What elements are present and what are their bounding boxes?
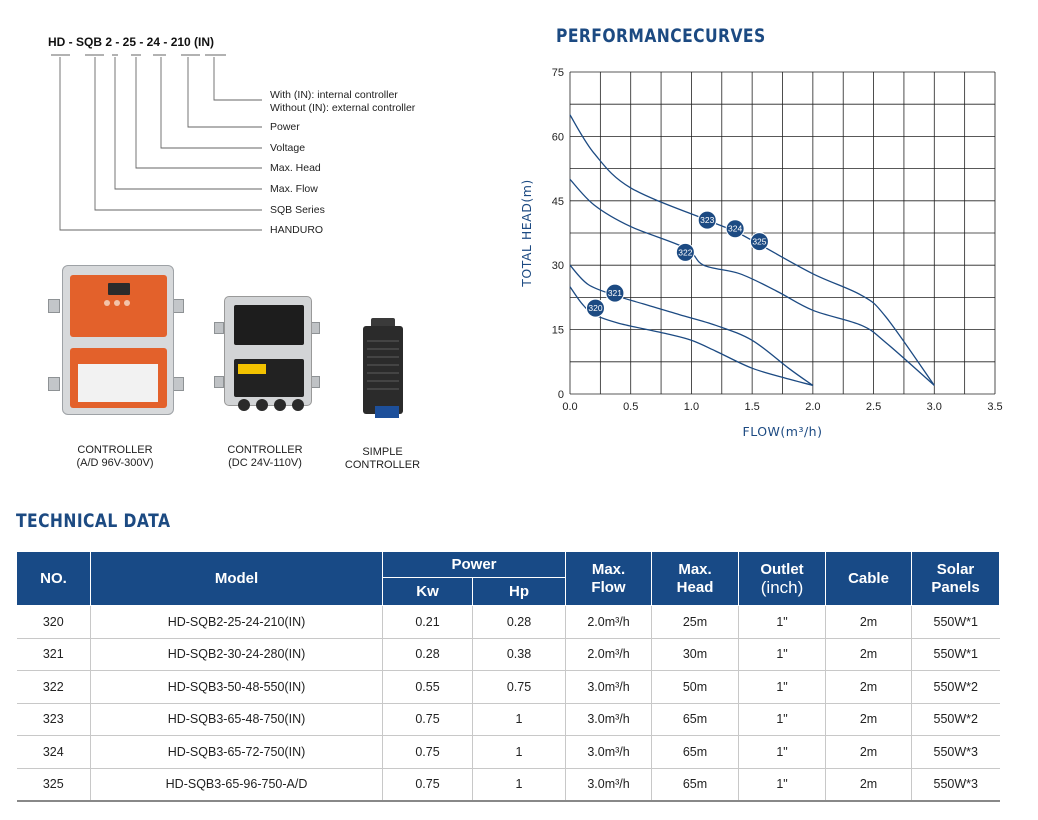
cell-hp: 0.75 bbox=[473, 671, 566, 704]
controller-ad-image bbox=[46, 265, 186, 415]
cell-kw: 0.75 bbox=[383, 768, 473, 801]
code-label-max-head: Max. Head bbox=[270, 162, 321, 174]
cell-no: 325 bbox=[17, 768, 91, 801]
cell-solar: 550W*2 bbox=[912, 671, 1000, 704]
cell-cable: 2m bbox=[826, 768, 912, 801]
cell-cable: 2m bbox=[826, 606, 912, 639]
header-model: Model bbox=[91, 552, 383, 606]
cell-kw: 0.28 bbox=[383, 638, 473, 671]
controller-dc-caption: CONTROLLER (DC 24V-110V) bbox=[227, 444, 303, 469]
series-label-322: 322 bbox=[678, 247, 693, 258]
cell-flow: 3.0m³/h bbox=[566, 736, 652, 769]
cell-head: 30m bbox=[652, 638, 739, 671]
code-label-power: Power bbox=[270, 121, 300, 133]
cell-kw: 0.55 bbox=[383, 671, 473, 704]
series-label-320: 320 bbox=[588, 303, 603, 314]
header-max-head: Max. Head bbox=[652, 552, 739, 606]
cell-outlet: 1" bbox=[739, 768, 826, 801]
cell-no: 323 bbox=[17, 703, 91, 736]
cell-no: 324 bbox=[17, 736, 91, 769]
cell-head: 65m bbox=[652, 736, 739, 769]
table-row bbox=[17, 671, 1000, 704]
y-tick-label: 45 bbox=[551, 195, 564, 208]
performance-chart bbox=[510, 55, 1020, 450]
cell-flow: 3.0m³/h bbox=[566, 671, 652, 704]
code-label-internal: With (IN): internal controller bbox=[270, 89, 398, 101]
code-label-max-flow: Max. Flow bbox=[270, 183, 318, 195]
series-label-324: 324 bbox=[728, 223, 743, 234]
model-code-breakdown bbox=[0, 0, 480, 245]
x-tick-label: 3.5 bbox=[987, 401, 1003, 413]
cell-cable: 2m bbox=[826, 703, 912, 736]
cell-outlet: 1" bbox=[739, 736, 826, 769]
cell-head: 65m bbox=[652, 768, 739, 801]
x-tick-label: 3.0 bbox=[926, 401, 942, 413]
technical-data-table bbox=[16, 551, 1000, 802]
header-no: NO. bbox=[17, 552, 91, 606]
cell-cable: 2m bbox=[826, 638, 912, 671]
table-row bbox=[17, 638, 1000, 671]
cell-outlet: 1" bbox=[739, 703, 826, 736]
cell-cable: 2m bbox=[826, 671, 912, 704]
cell-head: 65m bbox=[652, 703, 739, 736]
y-axis-title: TOTAL HEAD(m) bbox=[519, 179, 534, 287]
cell-no: 322 bbox=[17, 671, 91, 704]
cell-flow: 2.0m³/h bbox=[566, 606, 652, 639]
cell-solar: 550W*3 bbox=[912, 768, 1000, 801]
y-tick-label: 60 bbox=[551, 131, 564, 144]
cell-outlet: 1" bbox=[739, 671, 826, 704]
x-tick-label: 1.0 bbox=[683, 401, 700, 413]
cell-kw: 0.21 bbox=[383, 606, 473, 639]
controller-dc-image bbox=[212, 296, 322, 416]
cell-model: HD-SQB3-50-48-550(IN) bbox=[91, 671, 383, 704]
table-row bbox=[17, 736, 1000, 769]
cell-hp: 0.38 bbox=[473, 638, 566, 671]
simple-controller-image bbox=[355, 318, 415, 418]
cell-kw: 0.75 bbox=[383, 736, 473, 769]
x-tick-label: 2.5 bbox=[865, 401, 882, 413]
table-row bbox=[17, 768, 1000, 801]
cell-model: HD-SQB3-65-96-750-A/D bbox=[91, 768, 383, 801]
cell-solar: 550W*3 bbox=[912, 736, 1000, 769]
cell-outlet: 1" bbox=[739, 638, 826, 671]
y-tick-label: 15 bbox=[551, 324, 564, 337]
header-outlet: Outlet (inch) bbox=[739, 552, 826, 606]
cell-model: HD-SQB2-30-24-280(IN) bbox=[91, 638, 383, 671]
cell-no: 320 bbox=[17, 606, 91, 639]
cell-model: HD-SQB3-65-48-750(IN) bbox=[91, 703, 383, 736]
code-label-sqb-series: SQB Series bbox=[270, 204, 325, 216]
header-kw: Kw bbox=[383, 578, 473, 606]
cell-flow: 3.0m³/h bbox=[566, 703, 652, 736]
cell-solar: 550W*1 bbox=[912, 606, 1000, 639]
model-code-leader-lines bbox=[0, 0, 480, 245]
series-label-325: 325 bbox=[752, 236, 767, 247]
cell-flow: 2.0m³/h bbox=[566, 638, 652, 671]
x-tick-label: 2.0 bbox=[805, 401, 821, 413]
x-axis-title: FLOW(m³/h) bbox=[742, 424, 823, 439]
cell-no: 321 bbox=[17, 638, 91, 671]
technical-data-title: TECHNICAL DATA bbox=[16, 510, 171, 532]
x-tick-label: 0.0 bbox=[562, 401, 578, 413]
table-row bbox=[17, 703, 1000, 736]
cell-solar: 550W*1 bbox=[912, 638, 1000, 671]
cell-flow: 3.0m³/h bbox=[566, 768, 652, 801]
cell-hp: 0.28 bbox=[473, 606, 566, 639]
code-label-external: Without (IN): external controller bbox=[270, 102, 416, 114]
cell-cable: 2m bbox=[826, 736, 912, 769]
table-row bbox=[17, 606, 1000, 639]
cell-kw: 0.75 bbox=[383, 703, 473, 736]
code-label-brand: HANDURO bbox=[270, 224, 324, 236]
x-tick-label: 1.5 bbox=[744, 401, 760, 413]
y-tick-label: 30 bbox=[551, 260, 564, 273]
cell-head: 25m bbox=[652, 606, 739, 639]
cell-hp: 1 bbox=[473, 768, 566, 801]
cell-head: 50m bbox=[652, 671, 739, 704]
controller-ad-caption: CONTROLLER (A/D 96V-300V) bbox=[76, 444, 154, 469]
header-hp: Hp bbox=[473, 578, 566, 606]
header-power: Power bbox=[383, 552, 566, 578]
header-solar-panels: Solar Panels bbox=[912, 552, 1000, 606]
header-cable: Cable bbox=[826, 552, 912, 606]
series-label-323: 323 bbox=[700, 215, 715, 226]
series-label-321: 321 bbox=[607, 288, 623, 299]
y-tick-label: 0 bbox=[557, 389, 564, 401]
cell-hp: 1 bbox=[473, 703, 566, 736]
cell-model: HD-SQB3-65-72-750(IN) bbox=[91, 736, 383, 769]
cell-solar: 550W*2 bbox=[912, 703, 1000, 736]
cell-outlet: 1" bbox=[739, 606, 826, 639]
code-label-voltage: Voltage bbox=[270, 142, 306, 154]
header-max-flow: Max. Flow bbox=[566, 552, 652, 606]
model-code: HD - SQB 2 - 25 - 24 - 210 (IN) bbox=[48, 35, 215, 49]
cell-model: HD-SQB2-25-24-210(IN) bbox=[91, 606, 383, 639]
simple-controller-caption: SIMPLE CONTROLLER bbox=[344, 446, 421, 471]
chart-title: PERFORMANCECURVES bbox=[556, 25, 766, 47]
cell-hp: 1 bbox=[473, 736, 566, 769]
y-tick-label: 75 bbox=[551, 67, 564, 79]
x-tick-label: 0.5 bbox=[623, 401, 639, 413]
